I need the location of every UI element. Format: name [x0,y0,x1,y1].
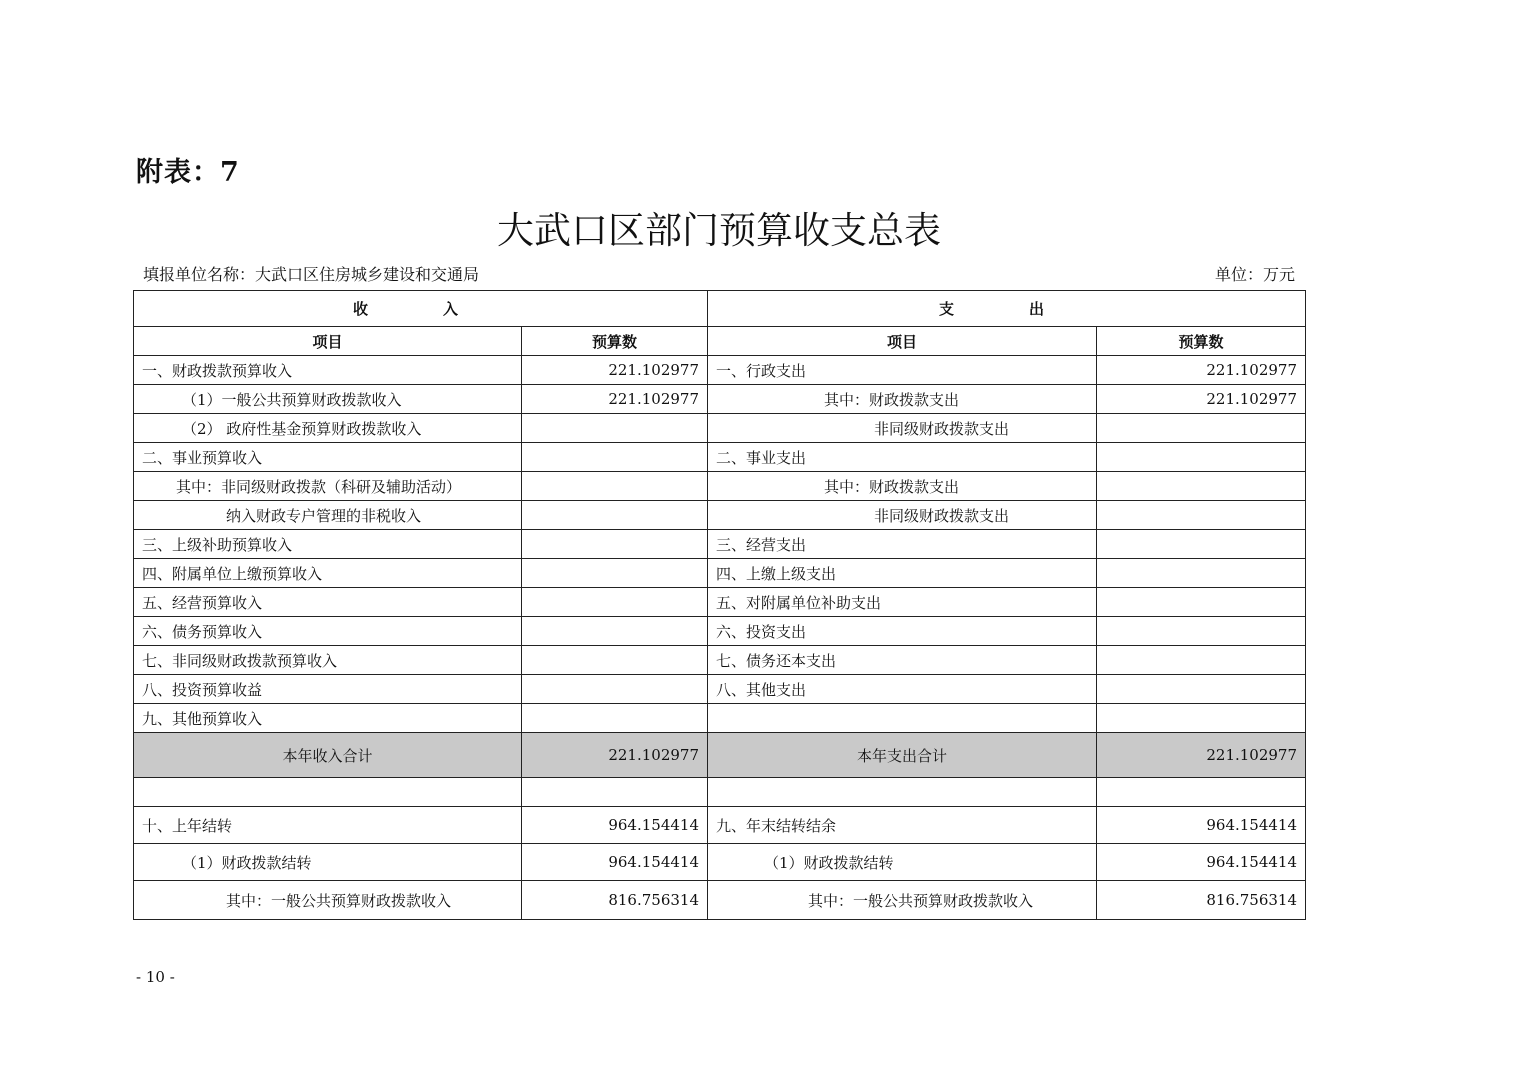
table-row [134,617,1306,646]
expense-budget-header: 预算数 [1097,327,1306,356]
income-total-value: 221.102977 [522,733,708,778]
income-item: 一、财政拨款预算收入 [134,356,522,385]
income-item: （2） 政府性基金预算财政拨款收入 [134,414,522,443]
table-row [134,356,1306,385]
income-value [522,501,708,530]
table-row [134,472,1306,501]
income-item: 其中：非同级财政拨款（科研及辅助活动） [134,472,522,501]
income-value: 964.154414 [522,844,708,881]
expense-item: 五、对附属单位补助支出 [708,588,1097,617]
carry-row [134,844,1306,881]
blank-cell [134,778,522,807]
table-row [134,646,1306,675]
income-value [522,414,708,443]
table-row [134,443,1306,472]
expense-value [1097,646,1306,675]
expense-item: 非同级财政拨款支出 [708,414,1097,443]
income-item: 三、上级补助预算收入 [134,530,522,559]
expense-item: 三、经营支出 [708,530,1097,559]
income-item: 九、其他预算收入 [134,704,522,733]
income-item: 八、投资预算收益 [134,675,522,704]
expense-value: 964.154414 [1097,844,1306,881]
expense-total-label: 本年支出合计 [708,733,1097,778]
expense-value: 221.102977 [1097,385,1306,414]
expense-value [1097,588,1306,617]
income-value [522,530,708,559]
unit-name: 填报单位名称：大武口区住房城乡建设和交通局 [143,265,480,284]
expense-item: 六、投资支出 [708,617,1097,646]
income-value: 221.102977 [522,385,708,414]
table-row [134,675,1306,704]
income-item-header: 项目 [134,327,522,356]
table-row [134,559,1306,588]
carry-row [134,881,1306,920]
expense-value [1097,501,1306,530]
income-total-label: 本年收入合计 [134,733,522,778]
expense-item: 其中：财政拨款支出 [708,472,1097,501]
income-item: 二、事业预算收入 [134,443,522,472]
expense-item: 其中：一般公共预算财政拨款收入 [708,881,1097,920]
expense-item [708,704,1097,733]
income-item: （1）一般公共预算财政拨款收入 [134,385,522,414]
meta-line [143,262,1295,285]
income-value: 816.756314 [522,881,708,920]
totals-row [134,733,1306,778]
expense-value: 816.756314 [1097,881,1306,920]
table-row [134,530,1306,559]
table-row [134,704,1306,733]
expense-item: 九、年末结转结余 [708,807,1097,844]
income-value [522,675,708,704]
blank-row [134,778,1306,807]
expense-item: 二、事业支出 [708,443,1097,472]
expense-value [1097,472,1306,501]
income-item: 其中：一般公共预算财政拨款收入 [134,881,522,920]
income-value [522,646,708,675]
table-row [134,414,1306,443]
expense-header: 支 出 [708,291,1306,327]
expense-total-value: 221.102977 [1097,733,1306,778]
expense-value [1097,675,1306,704]
expense-value [1097,704,1306,733]
table-row [134,501,1306,530]
expense-item-header: 项目 [708,327,1097,356]
expense-item: 其中：财政拨款支出 [708,385,1097,414]
expense-value [1097,530,1306,559]
currency-unit: 单位：万元 [1214,265,1295,284]
expense-item: 非同级财政拨款支出 [708,501,1097,530]
expense-item: 八、其他支出 [708,675,1097,704]
income-item: 十、上年结转 [134,807,522,844]
column-header-row [134,327,1306,356]
income-value [522,472,708,501]
blank-cell [708,778,1097,807]
expense-item: 一、行政支出 [708,356,1097,385]
income-value [522,559,708,588]
income-item: 六、债务预算收入 [134,617,522,646]
page-number: - 10 - [136,968,175,986]
expense-value [1097,617,1306,646]
blank-cell [522,778,708,807]
expense-value [1097,443,1306,472]
expense-value [1097,559,1306,588]
expense-item: （1）财政拨款结转 [708,844,1097,881]
income-value: 964.154414 [522,807,708,844]
expense-value: 221.102977 [1097,356,1306,385]
page-title: 大武口区部门预算收支总表 [497,209,941,252]
table-row [134,588,1306,617]
income-budget-header: 预算数 [522,327,708,356]
income-value [522,617,708,646]
income-header: 收 入 [134,291,708,327]
income-item: 纳入财政专户管理的非税收入 [134,501,522,530]
income-item: 七、非同级财政拨款预算收入 [134,646,522,675]
group-header-row [134,291,1306,327]
expense-item: 七、债务还本支出 [708,646,1097,675]
carry-row [134,807,1306,844]
income-value [522,588,708,617]
income-value [522,443,708,472]
expense-value: 964.154414 [1097,807,1306,844]
table-row [134,385,1306,414]
expense-item: 四、上缴上级支出 [708,559,1097,588]
attachment-label: 附表：7 [136,157,240,188]
blank-cell [1097,778,1306,807]
income-item: 四、附属单位上缴预算收入 [134,559,522,588]
expense-value [1097,414,1306,443]
income-value: 221.102977 [522,356,708,385]
income-value [522,704,708,733]
income-item: （1）财政拨款结转 [134,844,522,881]
budget-table [133,290,1306,920]
income-item: 五、经营预算收入 [134,588,522,617]
